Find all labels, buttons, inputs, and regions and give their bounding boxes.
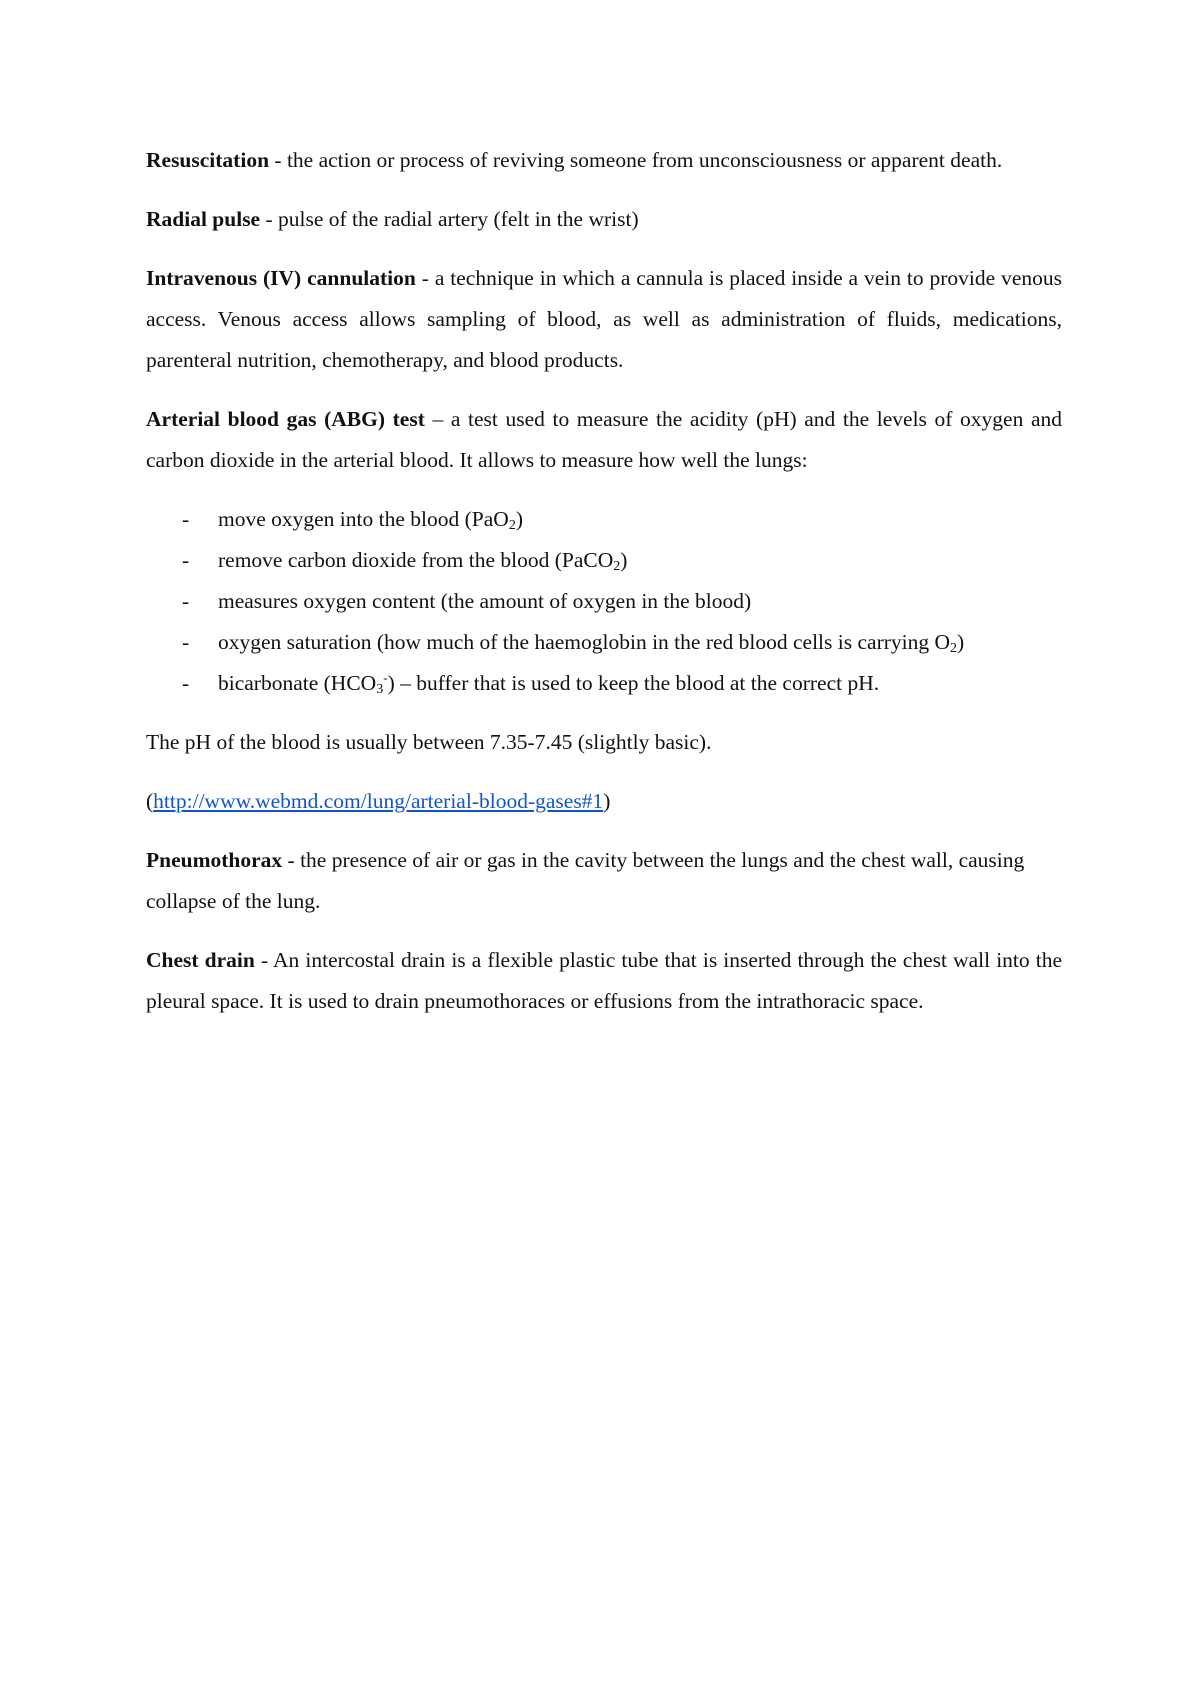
dash-bullet: -	[182, 548, 190, 572]
paren-open: (	[146, 789, 154, 813]
term-title: Pneumothorax	[146, 848, 283, 872]
subscript: 2	[613, 559, 621, 574]
list-item	[182, 663, 1062, 704]
definition-resuscitation	[146, 140, 1062, 181]
list-item	[182, 581, 1062, 622]
dash-bullet: -	[182, 671, 190, 695]
list-item-text: bicarbonate (HCO	[218, 671, 377, 695]
definition-chest-drain	[146, 940, 1062, 1022]
list-item-text: ) – buffer that is used to keep the blood at the correct pH.	[387, 671, 880, 695]
list-item-text: move oxygen into the blood (PaO	[218, 507, 509, 531]
list-item	[182, 622, 1062, 663]
dash-bullet: -	[182, 630, 190, 654]
paren-close: )	[603, 789, 611, 813]
list-item-text: )	[515, 507, 523, 531]
term-definition: – a test used to measure the acidity (pH) and the levels of oxygen and carbon dioxide in the arterial blood. It allows to measure how well the lungs:	[146, 407, 1063, 472]
ph-note: The pH of the blood is usually between 7.35-7.45 (slightly basic).	[146, 730, 712, 754]
subscript: 2	[508, 518, 516, 533]
term-definition: - An intercostal drain is a flexible plastic tube that is inserted through the chest wall into the pleural space. It is used to drain pneumothoraces or effusions from the intrathoracic space.	[146, 948, 1063, 1013]
list-item-text: oxygen saturation (how much of the haemoglobin in the red blood cells is carrying O	[218, 630, 951, 654]
subscript: 3	[376, 682, 384, 697]
term-title: Chest drain	[146, 948, 255, 972]
list-item	[182, 540, 1062, 581]
list-item-text: )	[957, 630, 965, 654]
term-title: Intravenous (IV) cannulation	[146, 266, 416, 290]
superscript: -	[383, 670, 388, 685]
definition-radial-pulse	[146, 199, 1062, 240]
term-definition: - a technique in which a cannula is placed inside a vein to provide venous access. Venous access allows sampling of blood, as well as administration of fluids, medications, parenteral nutrition, chemotherapy, and blood products.	[146, 266, 1063, 372]
list-item-text: measures oxygen content (the amount of oxygen in the blood)	[218, 589, 752, 613]
source-link[interactable]: http://www.webmd.com/lung/arterial-blood-gases#1	[153, 789, 604, 813]
dash-bullet: -	[182, 507, 190, 531]
abg-measures-list	[146, 499, 1062, 704]
list-item-text: remove carbon dioxide from the blood (PaCO	[218, 548, 614, 572]
term-definition: - pulse of the radial artery (felt in the wrist)	[260, 207, 639, 231]
list-item	[182, 499, 1062, 540]
source-reference	[146, 781, 1062, 822]
term-definition: - the presence of air or gas in the cavity between the lungs and the chest wall, causing collapse of the lung.	[146, 848, 1025, 913]
term-title: Arterial blood gas (ABG) test	[146, 407, 425, 431]
definition-pneumothorax	[146, 840, 1062, 922]
subscript: 2	[950, 641, 958, 656]
document-page	[146, 140, 1062, 1040]
list-item-text: )	[620, 548, 628, 572]
definition-iv-cannulation	[146, 258, 1062, 381]
term-definition: - the action or process of reviving someone from unconsciousness or apparent death.	[269, 148, 1003, 172]
term-title: Radial pulse	[146, 207, 261, 231]
dash-bullet: -	[182, 589, 190, 613]
definition-abg-test	[146, 399, 1062, 481]
term-title: Resuscitation	[146, 148, 270, 172]
